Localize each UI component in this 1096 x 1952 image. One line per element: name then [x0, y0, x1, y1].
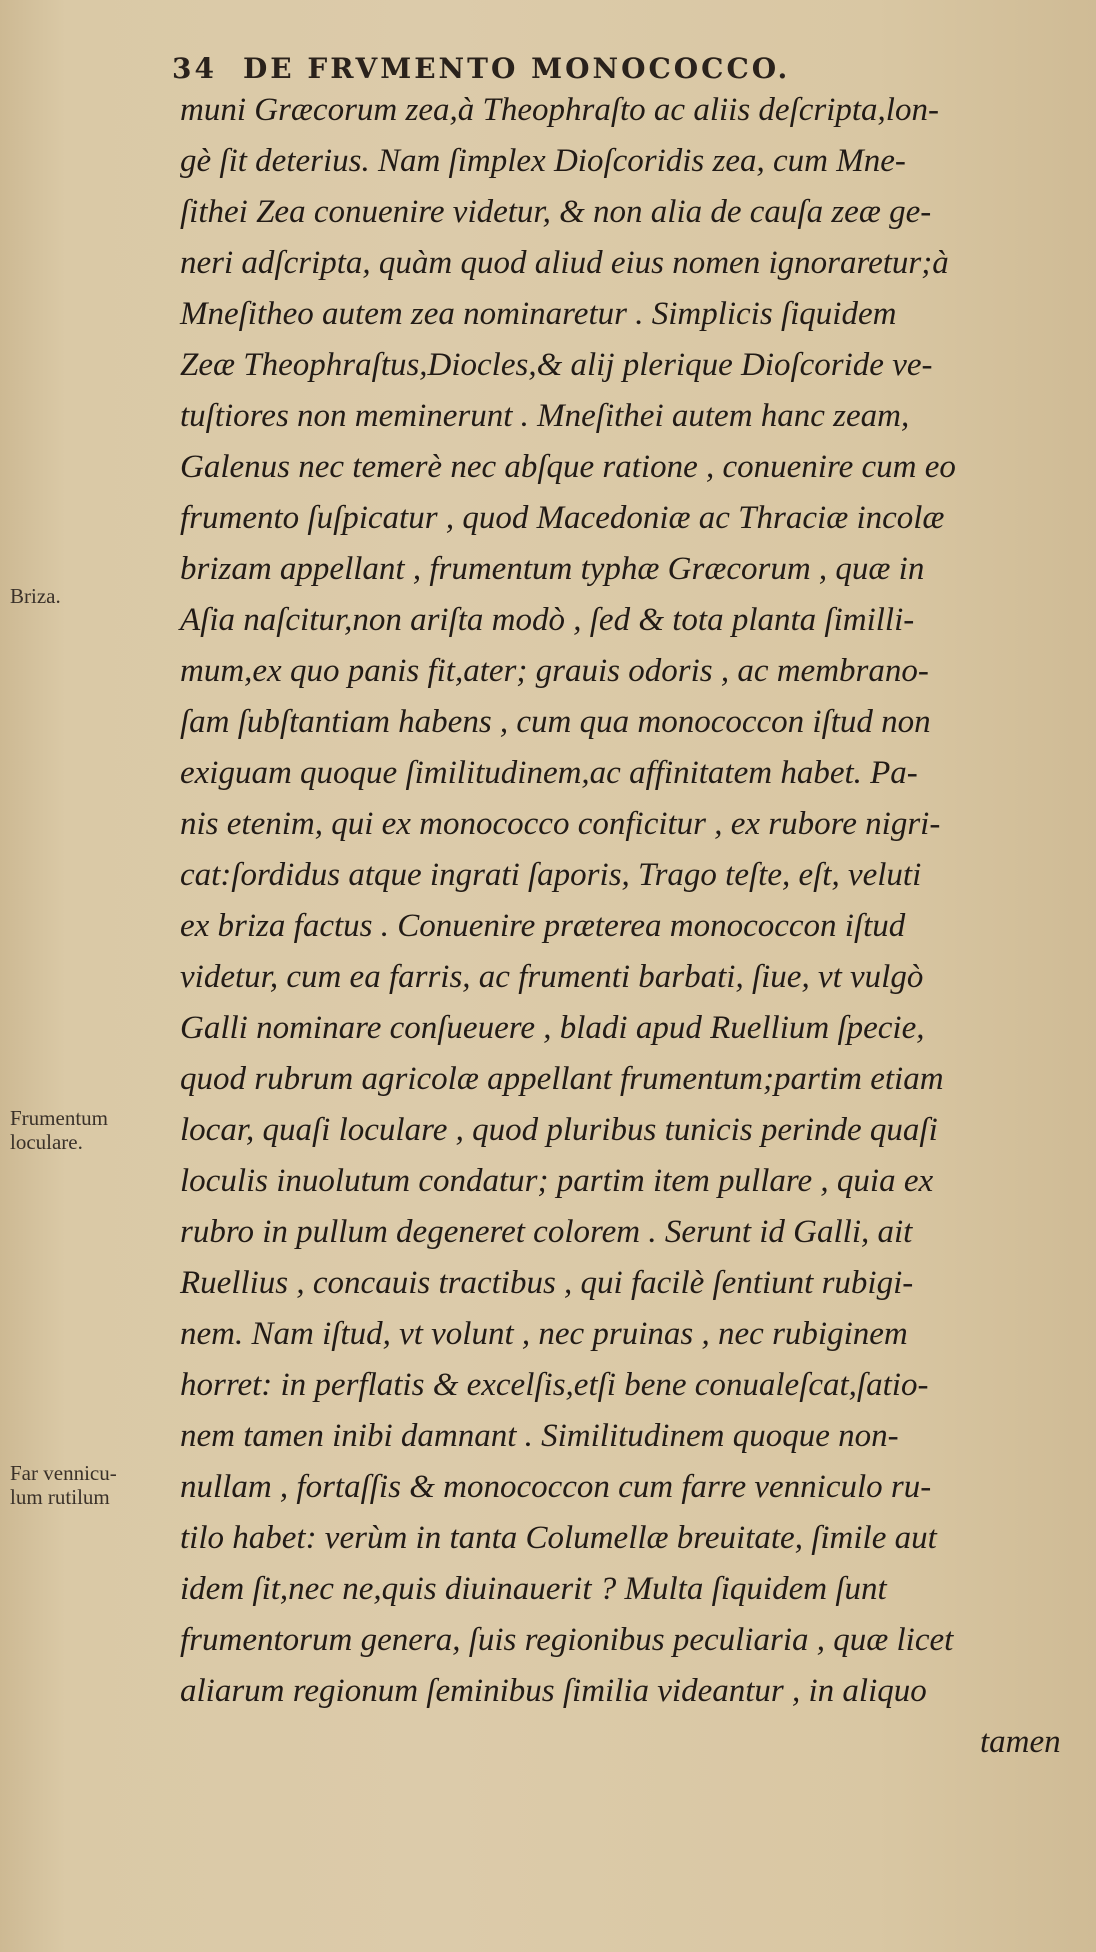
- text-line: nis etenim, qui ex monococco conficitur , ex rubore nigri-: [180, 806, 941, 842]
- text-line: tilo habet: verùm in tanta Columellæ breuitate, ſimile aut: [180, 1520, 937, 1556]
- text-line: neri adſcripta, quàm quod aliud eius nomen ignoraretur;à: [180, 245, 949, 281]
- catchword: tamen: [980, 1724, 1061, 1760]
- text-line: ſithei Zea conuenire videtur, & non alia de cauſa zeæ ge-: [180, 194, 932, 230]
- text-line: nullam , fortaſſis & monococcon cum farre venniculo ru-: [180, 1469, 932, 1505]
- text-line: horret: in perflatis & excelſis,etſi bene conualeſcat,ſatio-: [180, 1367, 929, 1403]
- text-line: idem ſit,nec ne,quis diuinauerit ? Multa ſiquidem ſunt: [180, 1571, 887, 1607]
- margin-note-line: loculare.: [10, 1130, 83, 1154]
- text-line: Zeæ Theophraſtus,Diocles,& alij plerique Dioſcoride ve-: [180, 347, 933, 383]
- text-line: cat:ſordidus atque ingrati ſaporis, Trago teſte, eſt, veluti: [180, 857, 922, 893]
- text-line: mum,ex quo panis fit,ater; grauis odoris , ac membrano-: [180, 653, 929, 689]
- text-line: muni Græcorum zea,à Theophraſto ac aliis deſcripta,lon-: [180, 92, 939, 128]
- text-line: quod rubrum agricolæ appellant frumentum;partim etiam: [180, 1061, 944, 1097]
- text-line: exiguam quoque ſimilitudinem,ac affinitatem habet. Pa-: [180, 755, 918, 791]
- text-line: locar, quaſi loculare , quod pluribus tunicis perinde quaſi: [180, 1112, 938, 1148]
- text-line: nem tamen inibi damnant . Similitudinem quoque non-: [180, 1418, 899, 1454]
- text-line: Aſia naſcitur,non ariſta modò , ſed & tota planta ſimilli-: [180, 602, 915, 638]
- margin-note-line: Frumentum: [10, 1106, 108, 1130]
- text-line: frumento ſuſpicatur , quod Macedoniæ ac Thraciæ incolæ: [180, 500, 945, 536]
- text-line: Mneſitheo autem zea nominaretur . Simplicis ſiquidem: [180, 296, 897, 332]
- text-line: Galli nominare conſueuere , bladi apud Ruellium ſpecie,: [180, 1010, 925, 1046]
- margin-note-briza: [10, 584, 61, 608]
- running-title: DE FRVMENTO MONOCOCCO.: [242, 52, 791, 85]
- text-line: nem. Nam iſtud, vt volunt , nec pruinas , nec rubiginem: [180, 1316, 908, 1352]
- margin-note-line: Briza.: [10, 584, 61, 608]
- text-line: loculis inuolutum condatur; partim item pullare , quia ex: [180, 1163, 934, 1199]
- text-line: aliarum regionum ſeminibus ſimilia videantur , in aliquo: [180, 1673, 927, 1709]
- text-line: rubro in pullum degeneret colorem . Serunt id Galli, ait: [180, 1214, 913, 1250]
- text-line: frumentorum genera, ſuis regionibus peculiaria , quæ licet: [180, 1622, 954, 1658]
- text-line: videtur, cum ea farris, ac frumenti barbati, ſiue, vt vulgò: [180, 959, 924, 995]
- text-line: ex briza factus . Conuenire præterea monococcon iſtud: [180, 908, 906, 944]
- running-head: [172, 52, 790, 85]
- page-number: 34: [172, 52, 217, 85]
- margin-note-line: Far vennicu-: [10, 1461, 117, 1485]
- text-line: tuſtiores non meminerunt . Mneſithei autem hanc zeam,: [180, 398, 910, 434]
- text-line: ſam ſubſtantiam habens , cum qua monococcon iſtud non: [180, 704, 931, 740]
- text-line: gè ſit deterius. Nam ſimplex Dioſcoridis zea, cum Mne-: [180, 143, 906, 179]
- margin-note-line: lum rutilum: [10, 1485, 110, 1509]
- text-line: Galenus nec temerè nec abſque ratione , conuenire cum eo: [180, 449, 956, 485]
- text-line: Ruellius , concauis tractibus , qui facilè ſentiunt rubigi-: [180, 1265, 914, 1301]
- margin-note-far-vennniculum: [10, 1461, 117, 1509]
- text-line: brizam appellant , frumentum typhæ Græcorum , quæ in: [180, 551, 925, 587]
- margin-note-frumentum-loculare: [10, 1106, 108, 1154]
